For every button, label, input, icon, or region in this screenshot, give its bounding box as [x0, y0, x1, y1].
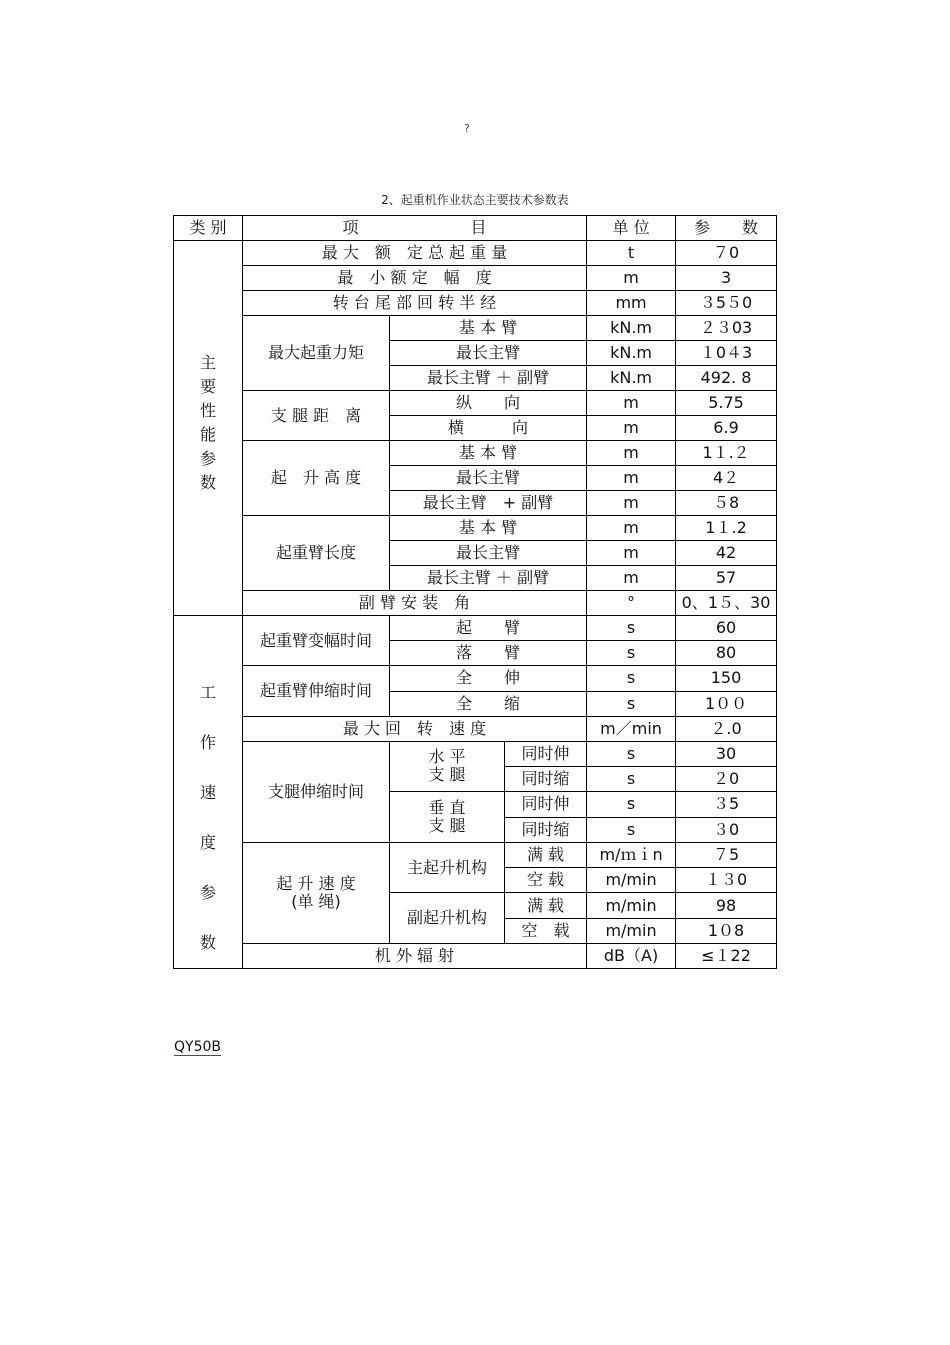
- row-label: 落 臂: [390, 641, 587, 666]
- sub-vertical-outrigger: 垂 直 支 腿: [390, 792, 505, 843]
- category-work-speed: 工 作 速 度 参 数: [174, 616, 243, 969]
- row-unit: m: [587, 491, 676, 516]
- row-label: 同时伸: [505, 741, 587, 767]
- row-value: 57: [676, 566, 777, 591]
- row-unit: m/min: [587, 868, 676, 893]
- row-unit: s: [587, 767, 676, 792]
- row-label: 最长主臂 + 副臂: [390, 491, 587, 516]
- row-unit: s: [587, 792, 676, 818]
- row-unit: m: [587, 266, 676, 291]
- row-unit: m/ｍｉn: [587, 842, 676, 868]
- top-mark: ?: [464, 122, 470, 135]
- group-max-moment: 最大起重力矩: [243, 316, 390, 391]
- row-unit: m／min: [587, 716, 676, 741]
- row-value: 0、1５、30: [676, 591, 777, 616]
- table-row: [174, 842, 777, 868]
- table-row: [174, 591, 777, 616]
- row-value: ３0: [676, 817, 777, 842]
- row-unit: m: [587, 391, 676, 416]
- row-unit: m: [587, 541, 676, 566]
- row-label: 全 缩: [390, 691, 587, 716]
- group-boom-length: 起重臂长度: [243, 516, 390, 591]
- table-row: [174, 616, 777, 641]
- row-label: 满 载: [505, 893, 587, 919]
- table-row: [174, 316, 777, 341]
- row-value: 150: [676, 666, 777, 692]
- row-unit: t: [587, 241, 676, 266]
- row-unit: dB（A): [587, 944, 676, 969]
- row-label: 同时缩: [505, 767, 587, 792]
- row-unit: kN.m: [587, 366, 676, 391]
- group-outrigger-time: 支腿伸缩时间: [243, 741, 390, 842]
- row-unit: s: [587, 616, 676, 641]
- row-label: 最长主臂 ＋ 副臂: [390, 366, 587, 391]
- table-row: [174, 266, 777, 291]
- row-value: ３5５0: [676, 291, 777, 316]
- header-item: 项 目: [243, 216, 587, 241]
- row-label: 基 本 臂: [390, 441, 587, 466]
- row-label: 起 臂: [390, 616, 587, 641]
- row-unit: s: [587, 741, 676, 767]
- row-value: ２0: [676, 767, 777, 792]
- spec-table: [173, 215, 777, 969]
- row-value: 492. 8: [676, 366, 777, 391]
- row-value: 30: [676, 741, 777, 767]
- table-caption: 2、起重机作业状态主要技术参数表: [381, 193, 569, 207]
- row-value: 60: [676, 616, 777, 641]
- row-label: 全 伸: [390, 666, 587, 692]
- table-row: [174, 441, 777, 466]
- sub-main-hoist: 主起升机构: [390, 842, 505, 893]
- row-unit: s: [587, 666, 676, 692]
- row-unit: s: [587, 641, 676, 666]
- row-value: 4２: [676, 466, 777, 491]
- row-label: 最长主臂: [390, 541, 587, 566]
- row-value: 1１.２: [676, 441, 777, 466]
- row-value: 3: [676, 266, 777, 291]
- row-value: ２.0: [676, 716, 777, 741]
- row-unit: s: [587, 691, 676, 716]
- row-value: 1００: [676, 691, 777, 716]
- row-value: 5.75: [676, 391, 777, 416]
- group-luffing-time: 起重臂变幅时间: [243, 616, 390, 666]
- group-telescope-time: 起重臂伸缩时间: [243, 666, 390, 717]
- row-unit: m: [587, 416, 676, 441]
- table-row: [174, 291, 777, 316]
- row-label: 横 向: [390, 416, 587, 441]
- row-value: ７5: [676, 842, 777, 868]
- row-value: 98: [676, 893, 777, 919]
- row-label: 副 臂 安 装 角: [243, 591, 587, 616]
- row-value: １0４3: [676, 341, 777, 366]
- group-hoist-speed: 起 升 速 度 (单 绳): [243, 842, 390, 943]
- row-value: ≤１22: [676, 944, 777, 969]
- row-unit: m/min: [587, 919, 676, 944]
- row-label: 机 外 辐 射: [243, 944, 587, 969]
- row-label: 最长主臂: [390, 341, 587, 366]
- row-unit: m: [587, 466, 676, 491]
- table-row: [174, 391, 777, 416]
- table-row: [174, 241, 777, 266]
- row-label: 最 大 额 定 总 起 重 量: [243, 241, 587, 266]
- row-unit: s: [587, 817, 676, 842]
- row-label: 基 本 臂: [390, 516, 587, 541]
- sub-aux-hoist: 副起升机构: [390, 893, 505, 944]
- row-unit: m: [587, 566, 676, 591]
- row-value: ５8: [676, 491, 777, 516]
- header-unit: 单 位: [587, 216, 676, 241]
- row-label: 同时缩: [505, 817, 587, 842]
- row-unit: kN.m: [587, 341, 676, 366]
- row-label: 最 小 额 定 幅 度: [243, 266, 587, 291]
- row-unit: m: [587, 441, 676, 466]
- row-value: ３5: [676, 792, 777, 818]
- row-label: 基 本 臂: [390, 316, 587, 341]
- row-value: ７0: [676, 241, 777, 266]
- row-value: 1１.2: [676, 516, 777, 541]
- row-value: 80: [676, 641, 777, 666]
- row-label: 最 大 回 转 速 度: [243, 716, 587, 741]
- table-row: [174, 716, 777, 741]
- row-unit: °: [587, 591, 676, 616]
- row-unit: m: [587, 516, 676, 541]
- table-header-row: [174, 216, 777, 241]
- header-category: 类 别: [174, 216, 243, 241]
- group-outrigger-span: 支 腿 距 离: [243, 391, 390, 441]
- table-row: [174, 944, 777, 969]
- row-label: 转 台 尾 部 回 转 半 经: [243, 291, 587, 316]
- table-row: [174, 741, 777, 767]
- row-label: 纵 向: [390, 391, 587, 416]
- row-unit: mm: [587, 291, 676, 316]
- footer-link[interactable]: QY50B: [174, 1039, 221, 1055]
- row-value: 42: [676, 541, 777, 566]
- row-label: 同时伸: [505, 792, 587, 818]
- row-label: 最长主臂 ＋ 副臂: [390, 566, 587, 591]
- group-lift-height: 起 升 高 度: [243, 441, 390, 516]
- row-unit: kN.m: [587, 316, 676, 341]
- row-value: 1０8: [676, 919, 777, 944]
- table-row: [174, 666, 777, 692]
- sub-horizontal-outrigger: 水 平 支 腿: [390, 741, 505, 792]
- row-value: 6.9: [676, 416, 777, 441]
- row-label: 空 载: [505, 868, 587, 893]
- row-value: １３0: [676, 868, 777, 893]
- row-label: 最长主臂: [390, 466, 587, 491]
- header-value: 参 数: [676, 216, 777, 241]
- row-label: 满 载: [505, 842, 587, 868]
- row-unit: m/min: [587, 893, 676, 919]
- table-row: [174, 516, 777, 541]
- row-value: ２３03: [676, 316, 777, 341]
- category-main-performance: 主 要 性 能 参 数: [174, 241, 243, 616]
- row-label: 空 载: [505, 919, 587, 944]
